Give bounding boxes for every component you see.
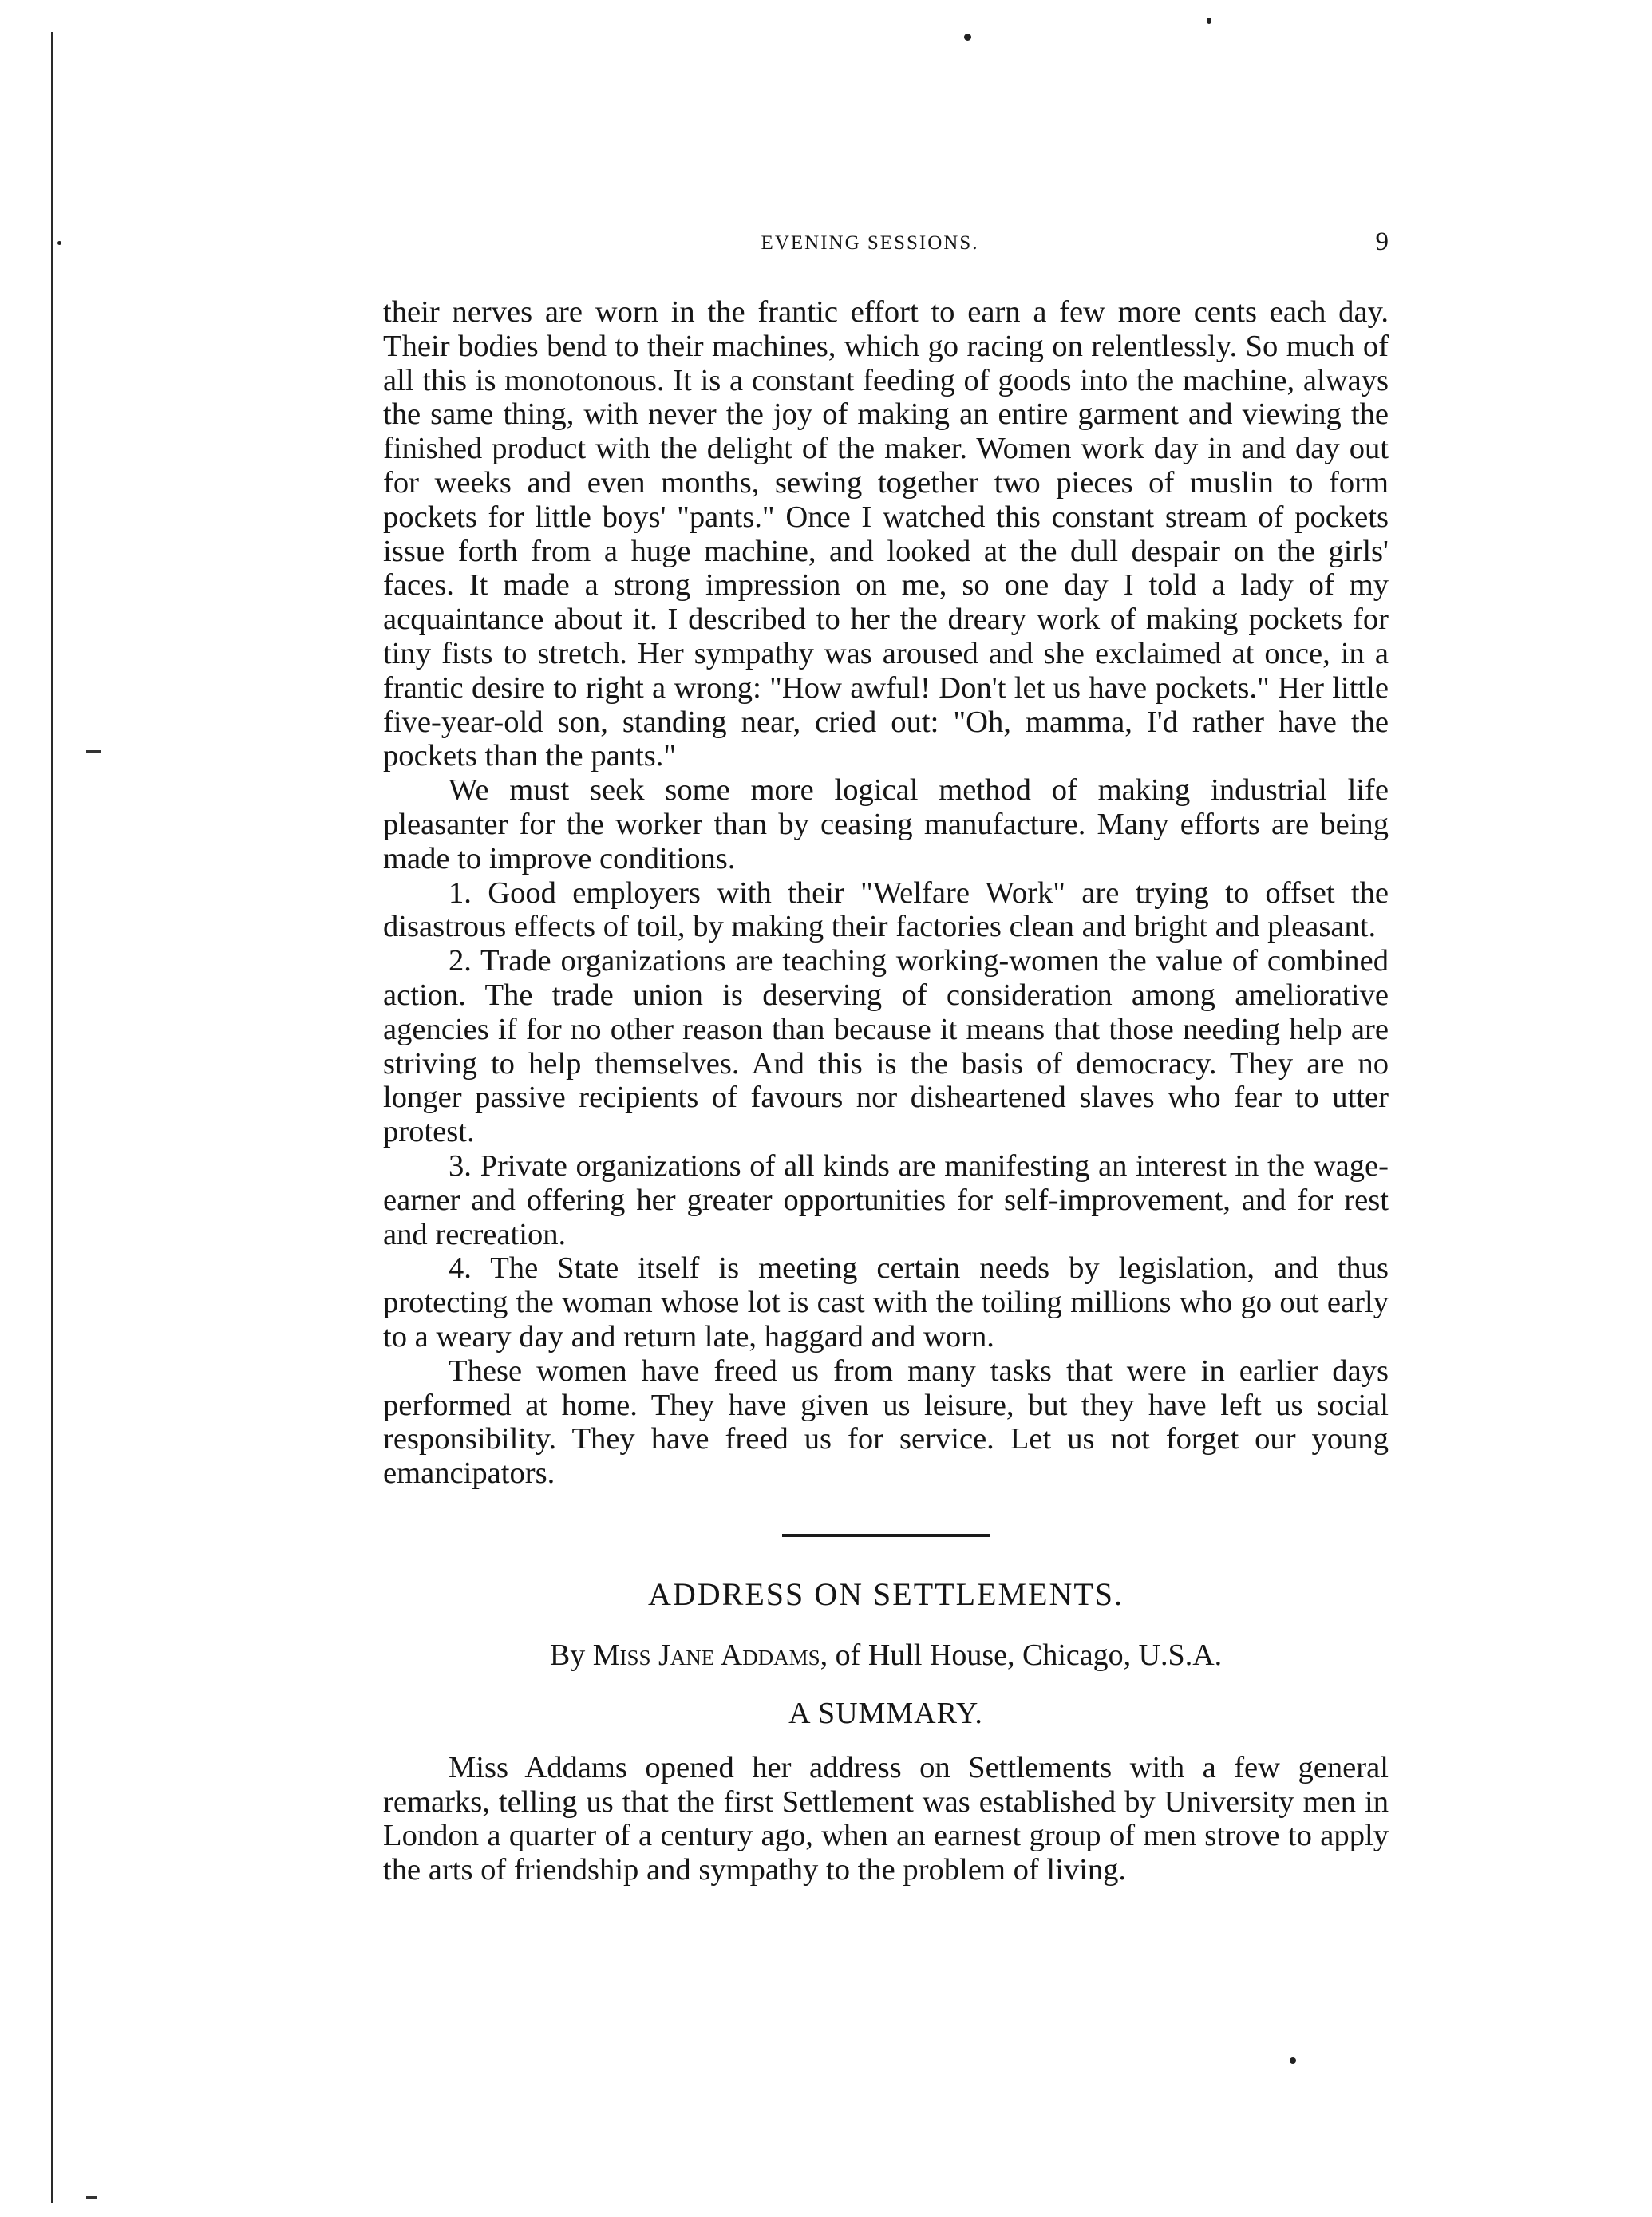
section-divider-rule bbox=[782, 1534, 990, 1537]
byline-suffix: , of Hull House, Chicago, U.S.A. bbox=[820, 1638, 1223, 1672]
paragraph-emancipators: These women have freed us from many tasks that were in earlier days performed at home. They have given us leisure, but they have left us social responsibility. They have freed us for service. Let us not forget our young emancipators. bbox=[383, 1354, 1389, 1491]
scan-speck bbox=[1290, 2057, 1296, 2064]
byline-prefix: By bbox=[549, 1638, 593, 1672]
paragraph-item-2: 2. Trade organizations are teaching working-women the value of combined action. The trade union is deserving of consideration among ameliorative agencies if for no other reason than because it means that those needing help are striving to help themselves. And this is the basis of democracy. They are no longer passive recipients of favours nor disheartened slaves who fear to utter protest. bbox=[383, 944, 1389, 1149]
page-number: 9 bbox=[1375, 227, 1389, 256]
section-subhead: A SUMMARY. bbox=[788, 1696, 983, 1730]
paragraph-item-1: 1. Good employers with their "Welfare Work" are trying to offset the disastrous effects of toil, by making their factories clean and bright and pleasant. bbox=[383, 875, 1389, 944]
paragraph-continued: their nerves are worn in the frantic effort to earn a few more cents each day. Their bodies bend to their machines, which go racing on relentlessly. So much of all this is monotonous. It is a constant feeding of goods into the machine, always the same thing, with never the joy of making an entire garment and viewing the finished product with the delight of the maker. Women work day in and day out for weeks and even months, sewing together two pieces of muslin to form pockets for little boys' "pants." Once I watched this constant stream of pockets issue forth from a huge machine, and looked at the dull despair on the girls' faces. It made a strong impression on me, so one day I told a lady of my acquaintance about it. I described to her the dreary work of making pockets for tiny fists to stretch. Her sympathy was aroused and she exclaimed at once, in a frantic desire to right a wrong: "How awful! Don't let us have pockets." Her little five-year-old son, standing near, cried out: "Oh, mamma, I'd rather have the pockets than the pants." bbox=[383, 295, 1389, 773]
paragraph-logical-method: We must seek some more logical method of making industrial life pleasanter for the worker than by ceasing manufacture. Many efforts are being made to improve conditions. bbox=[383, 773, 1389, 875]
running-head bbox=[375, 227, 1389, 267]
scan-speck bbox=[964, 34, 971, 41]
paragraph-item-3: 3. Private organizations of all kinds are manifesting an interest in the wage-earner and offering her greater opportunities for self-improvement, and for rest and recreation. bbox=[383, 1148, 1389, 1251]
scan-speck bbox=[1207, 18, 1211, 24]
scan-dash bbox=[86, 750, 101, 753]
section-title: ADDRESS ON SETTLEMENTS. bbox=[647, 1575, 1124, 1612]
paragraph-item-4: 4. The State itself is meeting certain needs by legislation, and thus protecting the woman whose lot is cast with the toiling millions who go out early to a weary day and return late, haggard and worn. bbox=[383, 1251, 1389, 1354]
byline-name: Miss Jane Addams bbox=[592, 1638, 820, 1672]
paragraph-summary: Miss Addams opened her address on Settlements with a few general remarks, telling us that the first Settlement was established by University men in London a quarter of a century ago, when an earnest group of men strove to apply the arts of friendship and sympathy to the problem of living. bbox=[383, 1750, 1389, 1887]
scan-dash bbox=[86, 2196, 97, 2199]
scan-speck bbox=[57, 241, 61, 245]
section-byline bbox=[383, 1633, 1389, 1678]
binding-edge-line bbox=[51, 32, 53, 2203]
body-text bbox=[383, 295, 1389, 1887]
running-title: EVENING SESSIONS. bbox=[761, 232, 979, 254]
